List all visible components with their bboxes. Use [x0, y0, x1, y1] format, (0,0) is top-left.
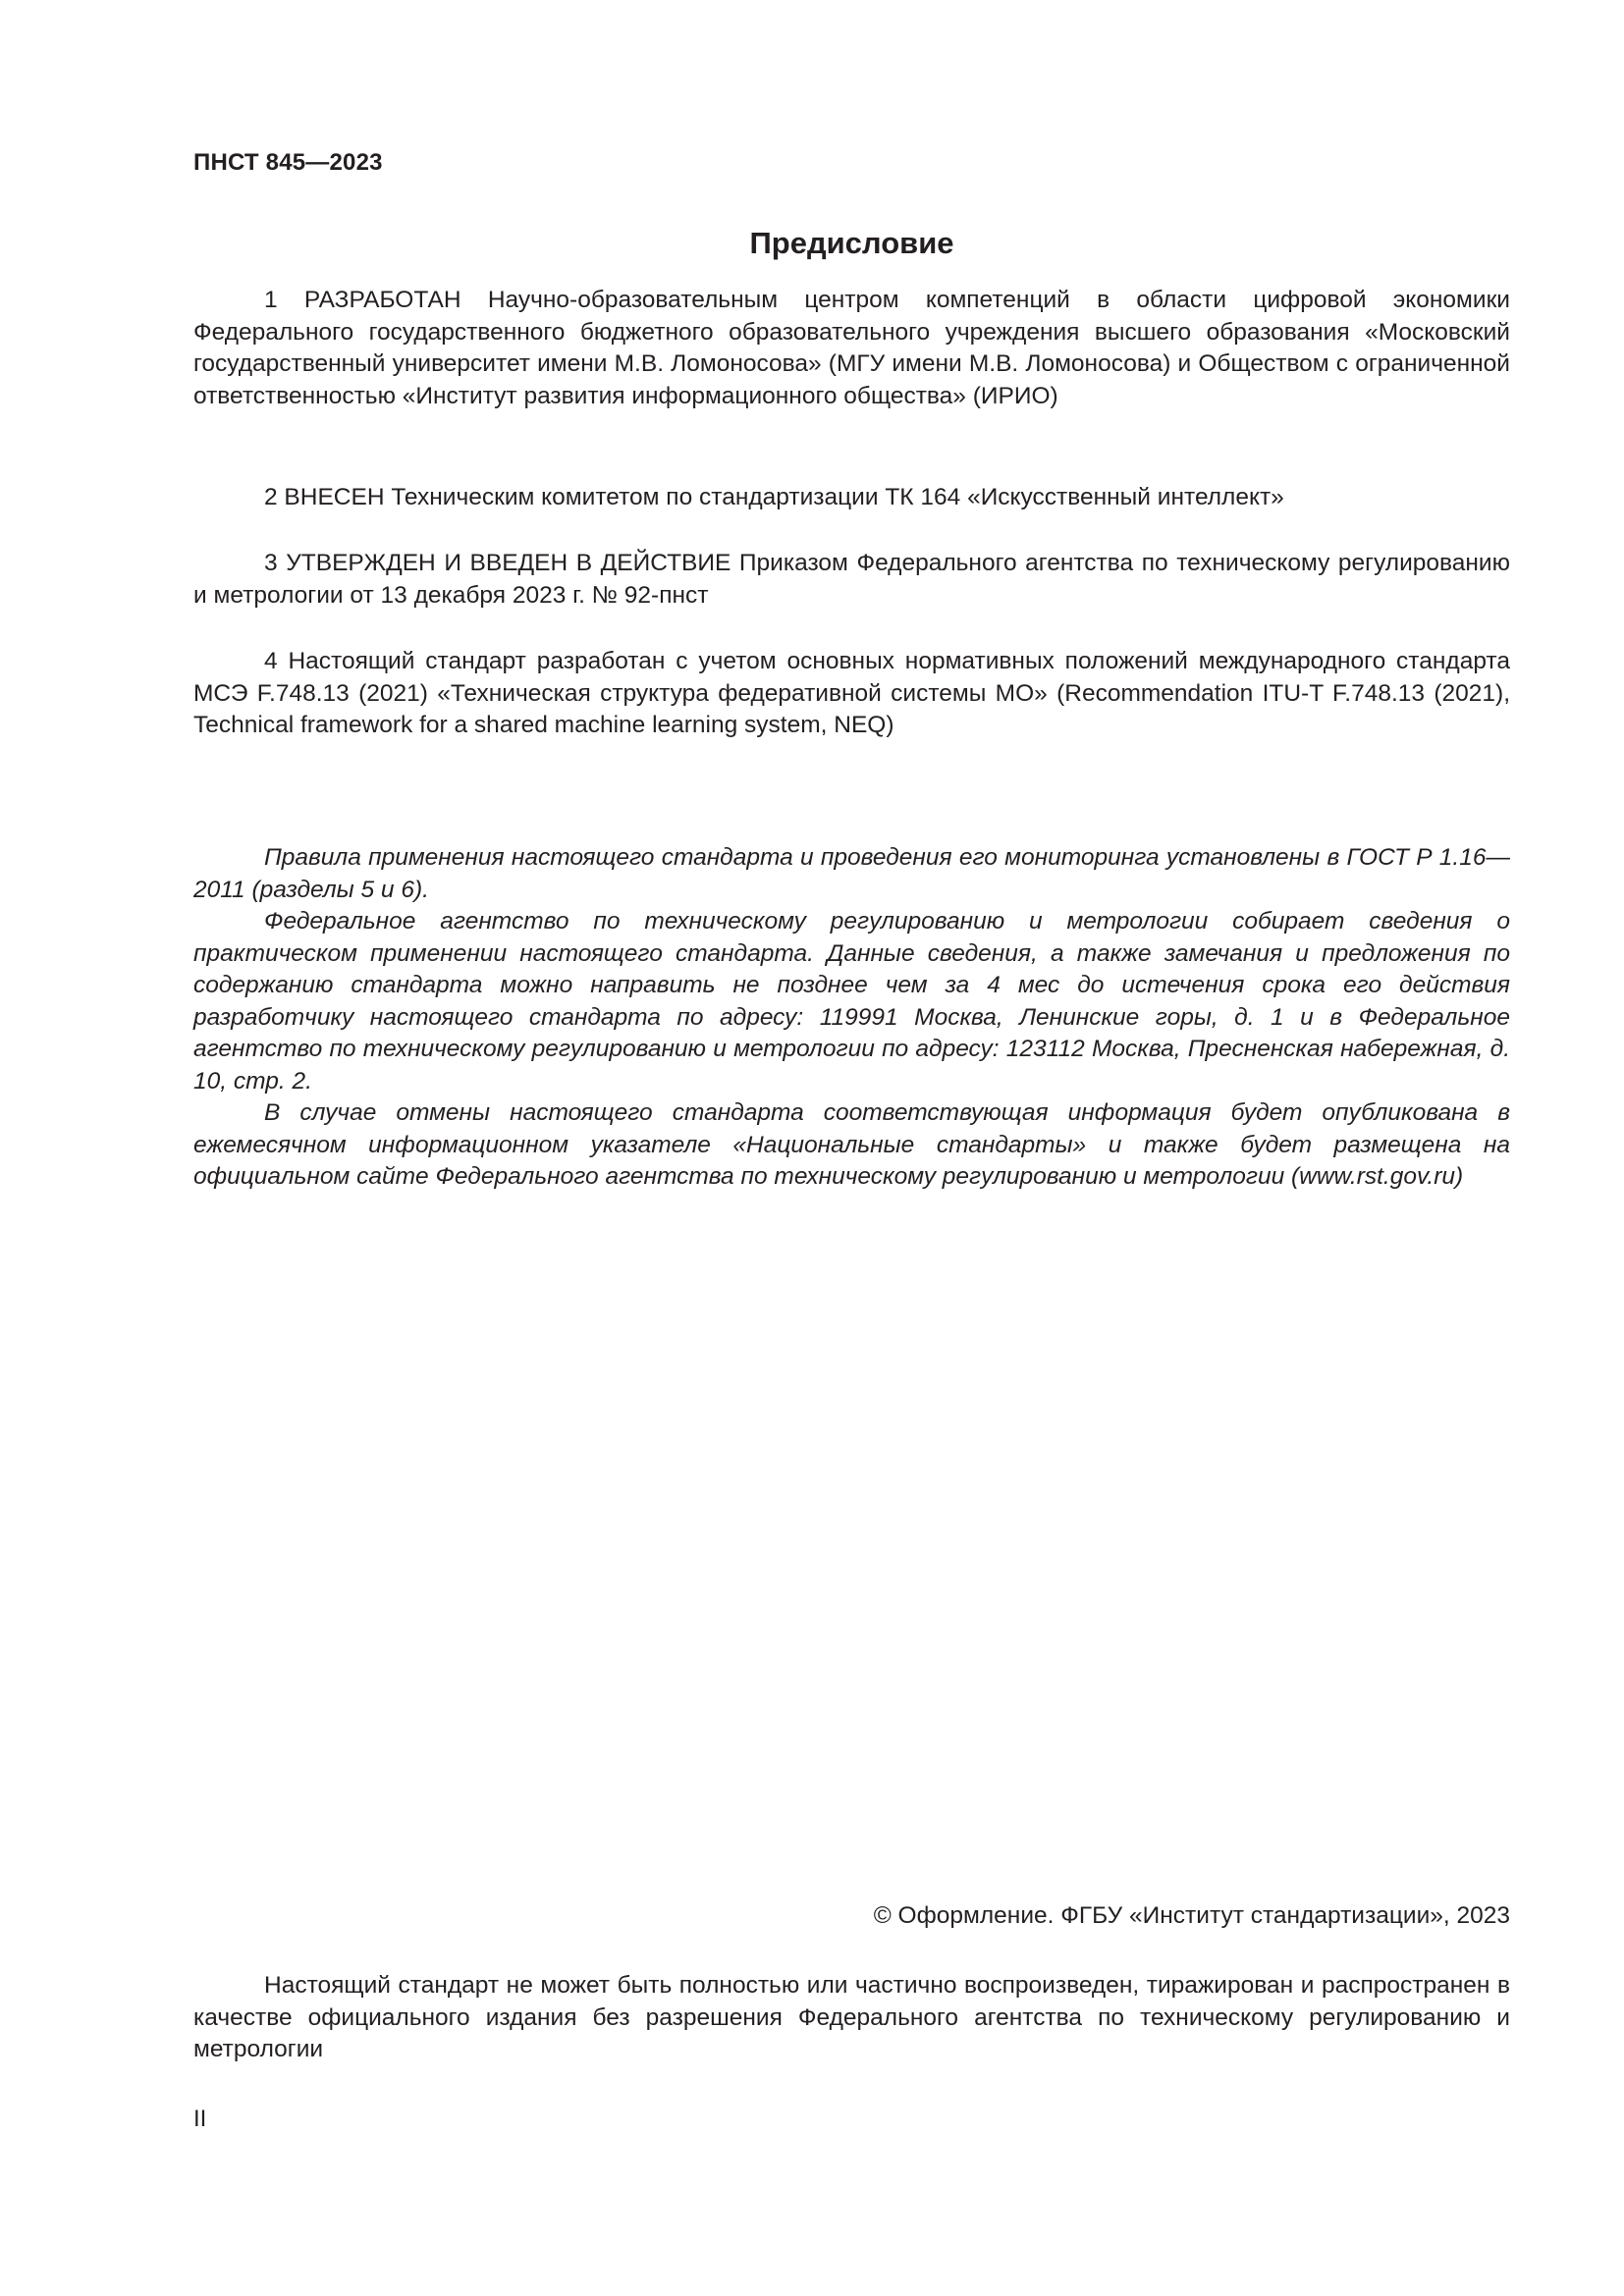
preface-item-text: 4 Настоящий стандарт разработан с учетом основных нормативных положений международного стандарта МСЭ F.748.13 (2021) «Техническая структура федеративной системы МО» (Recommendation ITU-T F.748.13 (2021), Technical framework for a shared machine learning system, NEQ)	[193, 648, 1510, 738]
copyright-line: © Оформление. ФГБУ «Институт стандартизации», 2023	[873, 1902, 1510, 1929]
legal-notice-text: Настоящий стандарт не может быть полностью или частично воспроизведен, тиражирован и распространен в качестве официального издания без разрешения Федерального агентства по техническому регулированию и метрологии	[193, 1972, 1510, 2062]
preface-item-4	[193, 646, 1510, 742]
legal-notice	[193, 1970, 1510, 2066]
application-notes	[193, 842, 1510, 1194]
preface-item-2	[193, 482, 1510, 514]
preface-item-text: 2 ВНЕСЕН Техническим комитетом по стандартизации ТК 164 «Искусственный интеллект»	[264, 484, 1284, 510]
document-code: ПНСТ 845—2023	[193, 149, 383, 176]
preface-item-text: 3 УТВЕРЖДЕН И ВВЕДЕН В ДЕЙСТВИЕ Приказом Федерального агентства по техническому регулированию и метрологии от 13 декабря 2023 г. № 92-пнст	[193, 550, 1510, 609]
note-paragraph: Федеральное агентство по техническому регулированию и метрологии собирает сведения о практическом применении настоящего стандарта. Данные сведения, а также замечания и предложения по содержанию стандарта можно направить не позднее чем за 4 мес до истечения срока его действия разработчику настоящего стандарта по адресу: 119991 Москва, Ленинские горы, д. 1 и в Федеральное агентство по техническому регулированию и метрологии по адресу: 123112 Москва, Пресненская набережная, д. 10, стр. 2.	[193, 908, 1510, 1095]
note-paragraph: Правила применения настоящего стандарта и проведения его мониторинга установлены в ГОСТ Р 1.16—2011 (разделы 5 и 6).	[193, 844, 1510, 903]
note-paragraph: В случае отмены настоящего стандарта соответствующая информация будет опубликована в ежемесячном информационном указателе «Национальные стандарты» и также будет размещена на официальном сайте Федерального агентства по техническому регулированию и метрологии (www.rst.gov.ru)	[193, 1099, 1510, 1190]
page-title: Предисловие	[749, 226, 954, 260]
preface-item-1	[193, 285, 1510, 412]
page-number: II	[193, 2106, 207, 2132]
preface-item-text: 1 РАЗРАБОТАН Научно-образовательным центром компетенций в области цифровой экономики Федерального государственного бюджетного образовательного учреждения высшего образования «Московский государственный университет имени М.В. Ломоносова» (МГУ имени М.В. Ломоносова) и Обществом с ограниченной ответственностью «Институт развития информационного общества» (ИРИО)	[193, 287, 1510, 409]
preface-item-3	[193, 548, 1510, 612]
